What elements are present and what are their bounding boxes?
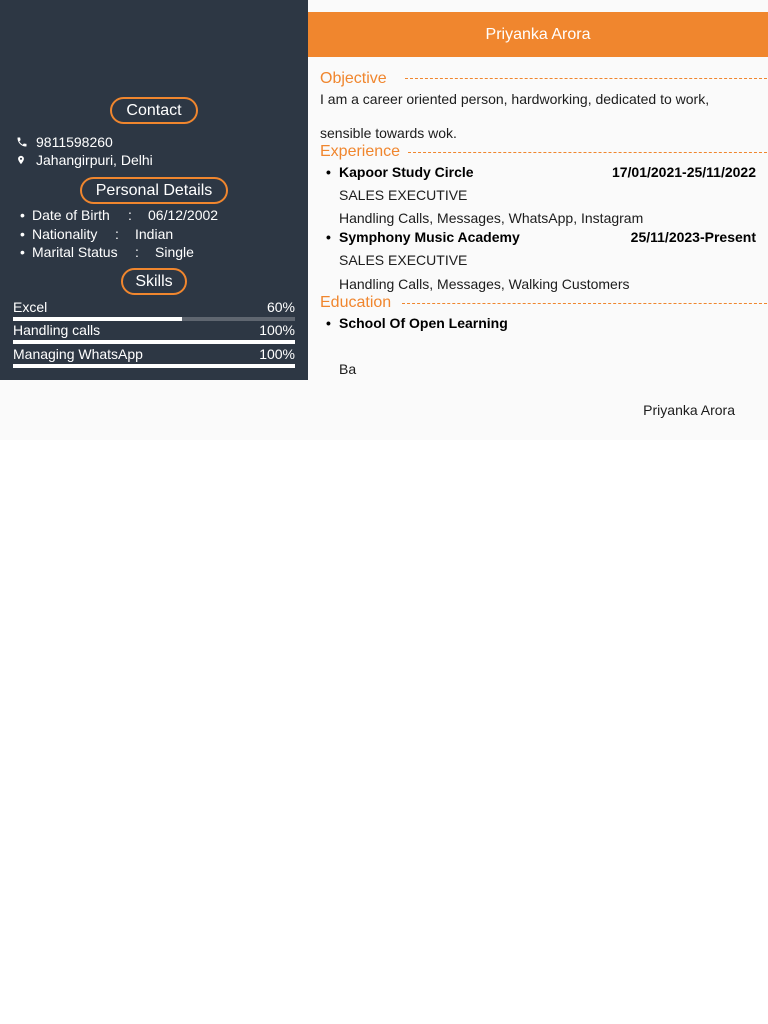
personal-details-heading: Personal Details [80,177,228,204]
experience-heading: Experience [320,143,406,161]
objective-heading: Objective [320,70,393,88]
detail-label: Nationality [32,226,98,242]
experience-duties: Handling Calls, Messages, Walking Customers [339,276,630,292]
skill-bar-fill [13,317,182,321]
detail-separator: : [135,244,139,260]
address-line [16,152,153,168]
section-divider [402,303,767,304]
skill-item [13,322,295,344]
experience-duties: Handling Calls, Messages, WhatsApp, Instagram [339,210,644,226]
skill-item [13,299,295,321]
skill-bar [13,364,295,368]
education-school: • School Of Open Learning [326,315,508,331]
experience-dates: 25/11/2023-Present [630,229,756,245]
objective-line: I am a career oriented person, hardworking, dedicated to work, [320,91,710,107]
education-degree: Ba [339,361,357,377]
signature-name: Priyanka Arora [643,402,735,418]
detail-separator: : [128,207,132,223]
experience-company: • Symphony Music Academy [326,229,520,245]
skill-name: Excel [13,299,48,315]
personal-detail-row: • Marital Status : Single [20,244,194,260]
location-pin-icon [16,154,36,166]
detail-value: 06/12/2002 [148,207,219,223]
skills-heading: Skills [121,268,187,295]
address-text: Jahangirpuri, Delhi [36,152,153,168]
school-name: School Of Open Learning [339,315,508,331]
skill-bar-fill [13,364,295,368]
experience-role: SALES EXECUTIVE [339,252,468,268]
detail-value: Indian [135,226,174,242]
skill-bar [13,340,295,344]
education-heading: Education [320,294,397,312]
skill-name: Managing WhatsApp [13,346,143,362]
personal-detail-row: • Date of Birth : 06/12/2002 [20,207,219,223]
personal-detail-row: • Nationality : Indian [20,226,174,242]
detail-label: Marital Status [32,244,118,260]
section-divider [408,152,767,153]
company-name: Symphony Music Academy [339,229,520,245]
skill-percent: 100% [259,346,295,362]
detail-separator: : [115,226,119,242]
skill-bar-fill [13,340,295,344]
skill-name: Handling calls [13,322,101,338]
experience-role: SALES EXECUTIVE [339,187,468,203]
detail-value: Single [155,244,194,260]
sidebar [0,0,308,380]
detail-label: Date of Birth [32,207,110,223]
objective-line: sensible towards wok. [320,125,457,141]
phone-icon [16,136,36,148]
skill-item [13,346,295,368]
phone-line [16,134,113,150]
experience-dates: 17/01/2021-25/11/2022 [611,164,756,180]
skill-percent: 100% [259,322,295,338]
experience-company: • Kapoor Study Circle [326,164,474,180]
company-name: Kapoor Study Circle [339,164,474,180]
phone-number: 9811598260 [36,134,113,150]
skill-bar [13,317,295,321]
name-header: Priyanka Arora [308,12,768,57]
section-divider [405,78,767,79]
skill-percent: 60% [266,299,295,315]
contact-heading: Contact [110,97,198,124]
